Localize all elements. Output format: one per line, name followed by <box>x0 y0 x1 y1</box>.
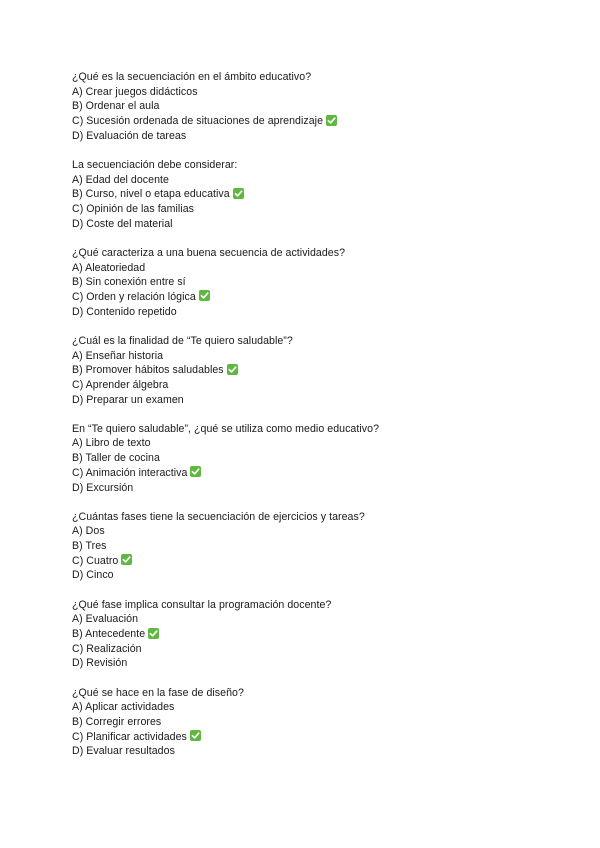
answer-option <box>72 642 552 657</box>
answer-option-text: B) Ordenar el aula <box>72 100 160 113</box>
answer-option <box>72 466 552 481</box>
answer-option-text: C) Cuatro <box>72 554 119 567</box>
question-block <box>72 246 552 319</box>
answer-option <box>72 568 552 583</box>
answer-option-text: A) Evaluación <box>72 613 139 626</box>
answer-option <box>72 744 552 759</box>
question-block <box>72 598 552 671</box>
answer-option <box>72 187 552 202</box>
answer-option-text: D) Coste del material <box>72 217 173 230</box>
answer-option <box>72 202 552 217</box>
answer-option-text: B) Sin conexión entre sí <box>72 276 186 289</box>
answer-option-text: D) Evaluación de tareas <box>72 129 187 142</box>
answer-option-text: C) Opinión de las familias <box>72 203 195 215</box>
answer-option-text: B) Curso, nivel o etapa educativa <box>72 188 230 201</box>
answer-option <box>72 524 552 539</box>
answer-option-text: A) Dos <box>72 525 105 538</box>
question-block <box>72 510 552 583</box>
check-mark-icon <box>190 466 201 477</box>
answer-option <box>72 656 552 671</box>
answer-option <box>72 349 552 364</box>
answer-option <box>72 436 552 451</box>
answer-option-text: C) Animación interactiva <box>72 466 188 479</box>
answer-option <box>72 85 552 100</box>
answer-option <box>72 378 552 393</box>
answer-option-text: A) Aplicar actividades <box>72 701 175 714</box>
answer-option-text: C) Realización <box>72 642 142 655</box>
check-mark-icon <box>121 554 132 565</box>
answer-option <box>72 481 552 496</box>
check-mark-icon <box>199 290 210 301</box>
question-text: En “Te quiero saludable”, ¿qué se utiliza como medio educativo? <box>72 422 380 435</box>
answer-option-text: B) Promover hábitos saludables <box>72 364 224 377</box>
answer-option-text: A) Aleatoriedad <box>72 261 146 274</box>
answer-option <box>72 290 552 305</box>
answer-option-text: C) Sucesión ordenada de situaciones de aprendizaje <box>72 115 324 128</box>
answer-option <box>72 715 552 730</box>
question-text: ¿Qué fase implica consultar la programación docente? <box>72 598 332 611</box>
answer-option <box>72 393 552 408</box>
question-text: ¿Qué se hace en la fase de diseño? <box>72 686 244 699</box>
answer-option-text: D) Preparar un examen <box>72 393 184 406</box>
answer-option-text: C) Orden y relación lógica <box>72 290 196 303</box>
check-mark-icon <box>326 115 337 126</box>
answer-option-text: C) Aprender álgebra <box>72 378 169 391</box>
question-block <box>72 422 552 495</box>
answer-option-text: A) Libro de texto <box>72 437 151 450</box>
answer-option <box>72 627 552 642</box>
answer-option <box>72 217 552 232</box>
answer-option <box>72 363 552 378</box>
answer-option <box>72 730 552 745</box>
question-block <box>72 686 552 759</box>
answer-option <box>72 539 552 554</box>
answer-option-text: A) Edad del docente <box>72 173 169 186</box>
question-block <box>72 158 552 231</box>
answer-option-text: B) Tres <box>72 540 107 553</box>
answer-option <box>72 261 552 276</box>
answer-option <box>72 275 552 290</box>
question-text: ¿Cuántas fases tiene la secuenciación de ejercicios y tareas? <box>72 510 365 523</box>
question-text: La secuenciación debe considerar: <box>72 158 238 171</box>
answer-option <box>72 129 552 144</box>
answer-option-text: D) Excursión <box>72 481 134 494</box>
answer-option <box>72 173 552 188</box>
question-block <box>72 70 552 143</box>
question-block <box>72 334 552 407</box>
answer-option <box>72 305 552 320</box>
answer-option <box>72 612 552 627</box>
answer-option <box>72 451 552 466</box>
answer-option-text: B) Corregir errores <box>72 715 162 728</box>
answer-option-text: A) Enseñar historia <box>72 349 164 362</box>
answer-option <box>72 99 552 114</box>
question-text: ¿Qué caracteriza a una buena secuencia de actividades? <box>72 246 346 259</box>
question-text: ¿Qué es la secuenciación en el ámbito educativo? <box>72 71 312 83</box>
check-mark-icon <box>190 730 201 741</box>
answer-option-text: C) Planificar actividades <box>72 730 187 743</box>
check-mark-icon <box>227 364 238 375</box>
answer-option-text: D) Evaluar resultados <box>72 745 175 758</box>
answer-option-text: D) Cinco <box>72 569 114 582</box>
answer-option-text: A) Crear juegos didácticos <box>72 85 198 98</box>
answer-option <box>72 114 552 129</box>
answer-option <box>72 554 552 569</box>
check-mark-icon <box>148 628 159 639</box>
answer-option <box>72 700 552 715</box>
check-mark-icon <box>233 188 244 199</box>
quiz-list <box>72 70 552 774</box>
answer-option-text: B) Antecedente <box>72 628 146 640</box>
answer-option-text: D) Contenido repetido <box>72 305 177 318</box>
question-text: ¿Cuál es la finalidad de “Te quiero saludable”? <box>72 334 293 347</box>
answer-option-text: D) Revisión <box>72 657 128 670</box>
answer-option-text: B) Taller de cocina <box>72 452 160 465</box>
